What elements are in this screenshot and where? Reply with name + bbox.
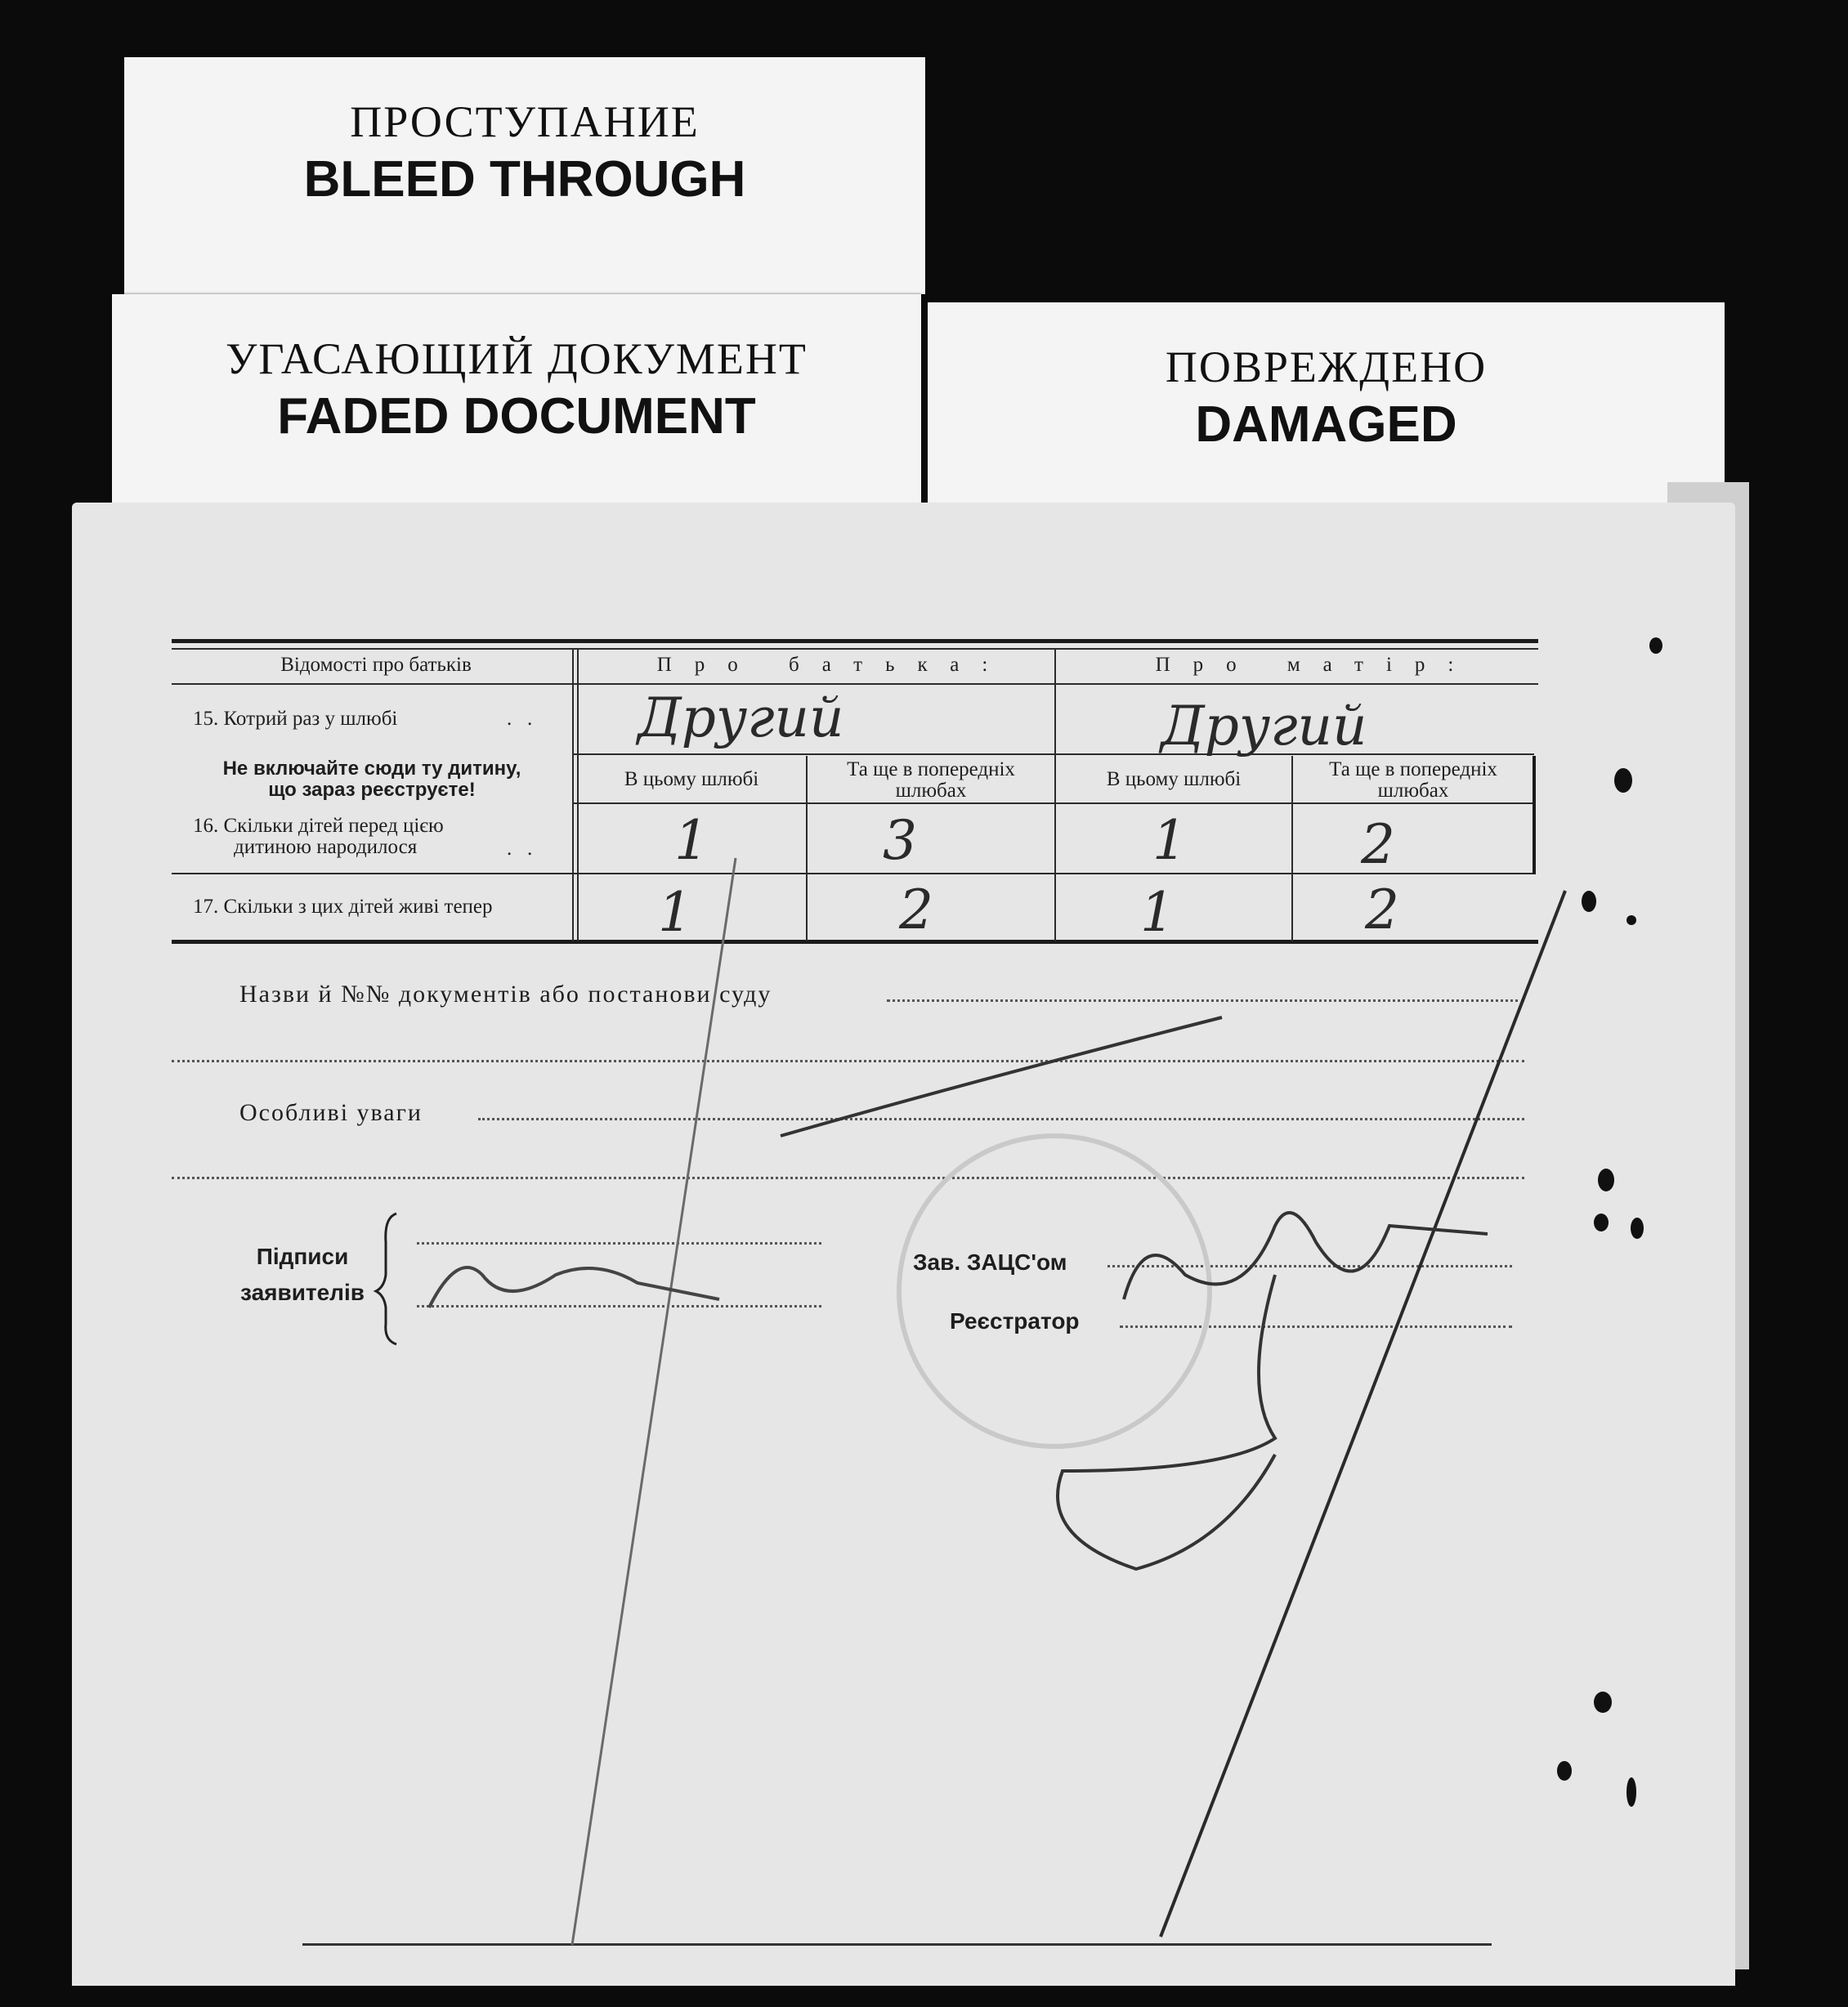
row16-label-1: 16. Скільки дітей перед цією [193,815,444,837]
header-parents-info: Відомості про батьків [280,654,472,676]
head-signature [1124,1213,1488,1299]
applicant-signature [429,1267,719,1307]
bleed-through-ru: ПРОСТУПАНИЕ [350,97,700,146]
mother-this-marriage-header: В цьому шлюбі [1106,768,1242,790]
bleed-through-en: BLEED THROUGH [303,151,746,208]
mother-prev-header-1: Та ще в попередніх [1329,758,1497,780]
damage-hole [1649,637,1662,654]
row16-mother-prev: 2 [1361,813,1395,876]
damage-hole [1614,768,1632,793]
registrar-label: Реєстратор [950,1308,1080,1334]
faint-stamp [899,1136,1210,1446]
damage-hole [1627,1777,1636,1807]
row16-mother-this: 1 [1152,809,1187,872]
applicants-signatures-label-1: Підписи [256,1244,349,1269]
note-line2: що зараз реєструєте! [268,779,476,801]
remarks-label: Особливі уваги [239,1099,423,1126]
row16-dots: . . [507,838,533,860]
damage-hole [1627,915,1636,925]
row16-father-prev: 3 [883,809,917,872]
faded-document-en: FADED DOCUMENT [277,388,756,445]
row15-dots: . . [507,708,533,730]
row15-father-value: Другий [638,686,844,749]
damage-hole [1594,1214,1609,1231]
father-this-marriage-header: В цьому шлюбі [624,768,759,790]
crease-left [572,858,736,1945]
damage-hole [1598,1169,1614,1191]
damaged-en: DAMAGED [1195,396,1457,453]
row15-mother-value: Другий [1161,695,1367,758]
damaged-ru: ПОВРЕЖДЕНО [1165,342,1488,391]
damage-hole [1582,891,1596,912]
row17-mother-this: 1 [1140,881,1175,944]
row17-father-prev: 2 [899,878,933,941]
row16-father-this: 1 [674,809,709,872]
mother-prev-header-2: шлюбах [1377,780,1449,802]
damage-hole [1594,1692,1612,1713]
damage-hole [1557,1761,1572,1781]
header-father: Про батька: [656,654,1011,676]
father-prev-header-2: шлюбах [895,780,967,802]
pen-line-right [1161,891,1565,1937]
father-prev-header-1: Та ще в попередніх [847,758,1015,780]
head-registry-label: Зав. ЗАЦС'ом [913,1249,1067,1275]
row17-father-this: 1 [658,881,692,944]
row17-mother-prev: 2 [1365,878,1399,941]
brace-mark [376,1214,396,1344]
damage-hole [1631,1218,1644,1239]
note-line1: Не включайте сюди ту дитину, [222,758,521,780]
applicants-signatures-label-2: заявителів [240,1280,365,1305]
header-mother: Про матір: [1155,654,1477,676]
row16-label-2: дитиною народилося [234,836,418,858]
row17-label: 17. Скільки з цих дітей живі тепер [193,896,493,918]
pen-stroke-remarks [781,1017,1222,1136]
registrar-signature [1058,1275,1275,1569]
documents-label: Назви й №№ документів або постанови суду [239,981,772,1008]
faded-document-ru: УГАСАЮЩИЙ ДОКУМЕНТ [226,334,808,383]
row15-label: 15. Котрий раз у шлюбі [193,708,398,730]
